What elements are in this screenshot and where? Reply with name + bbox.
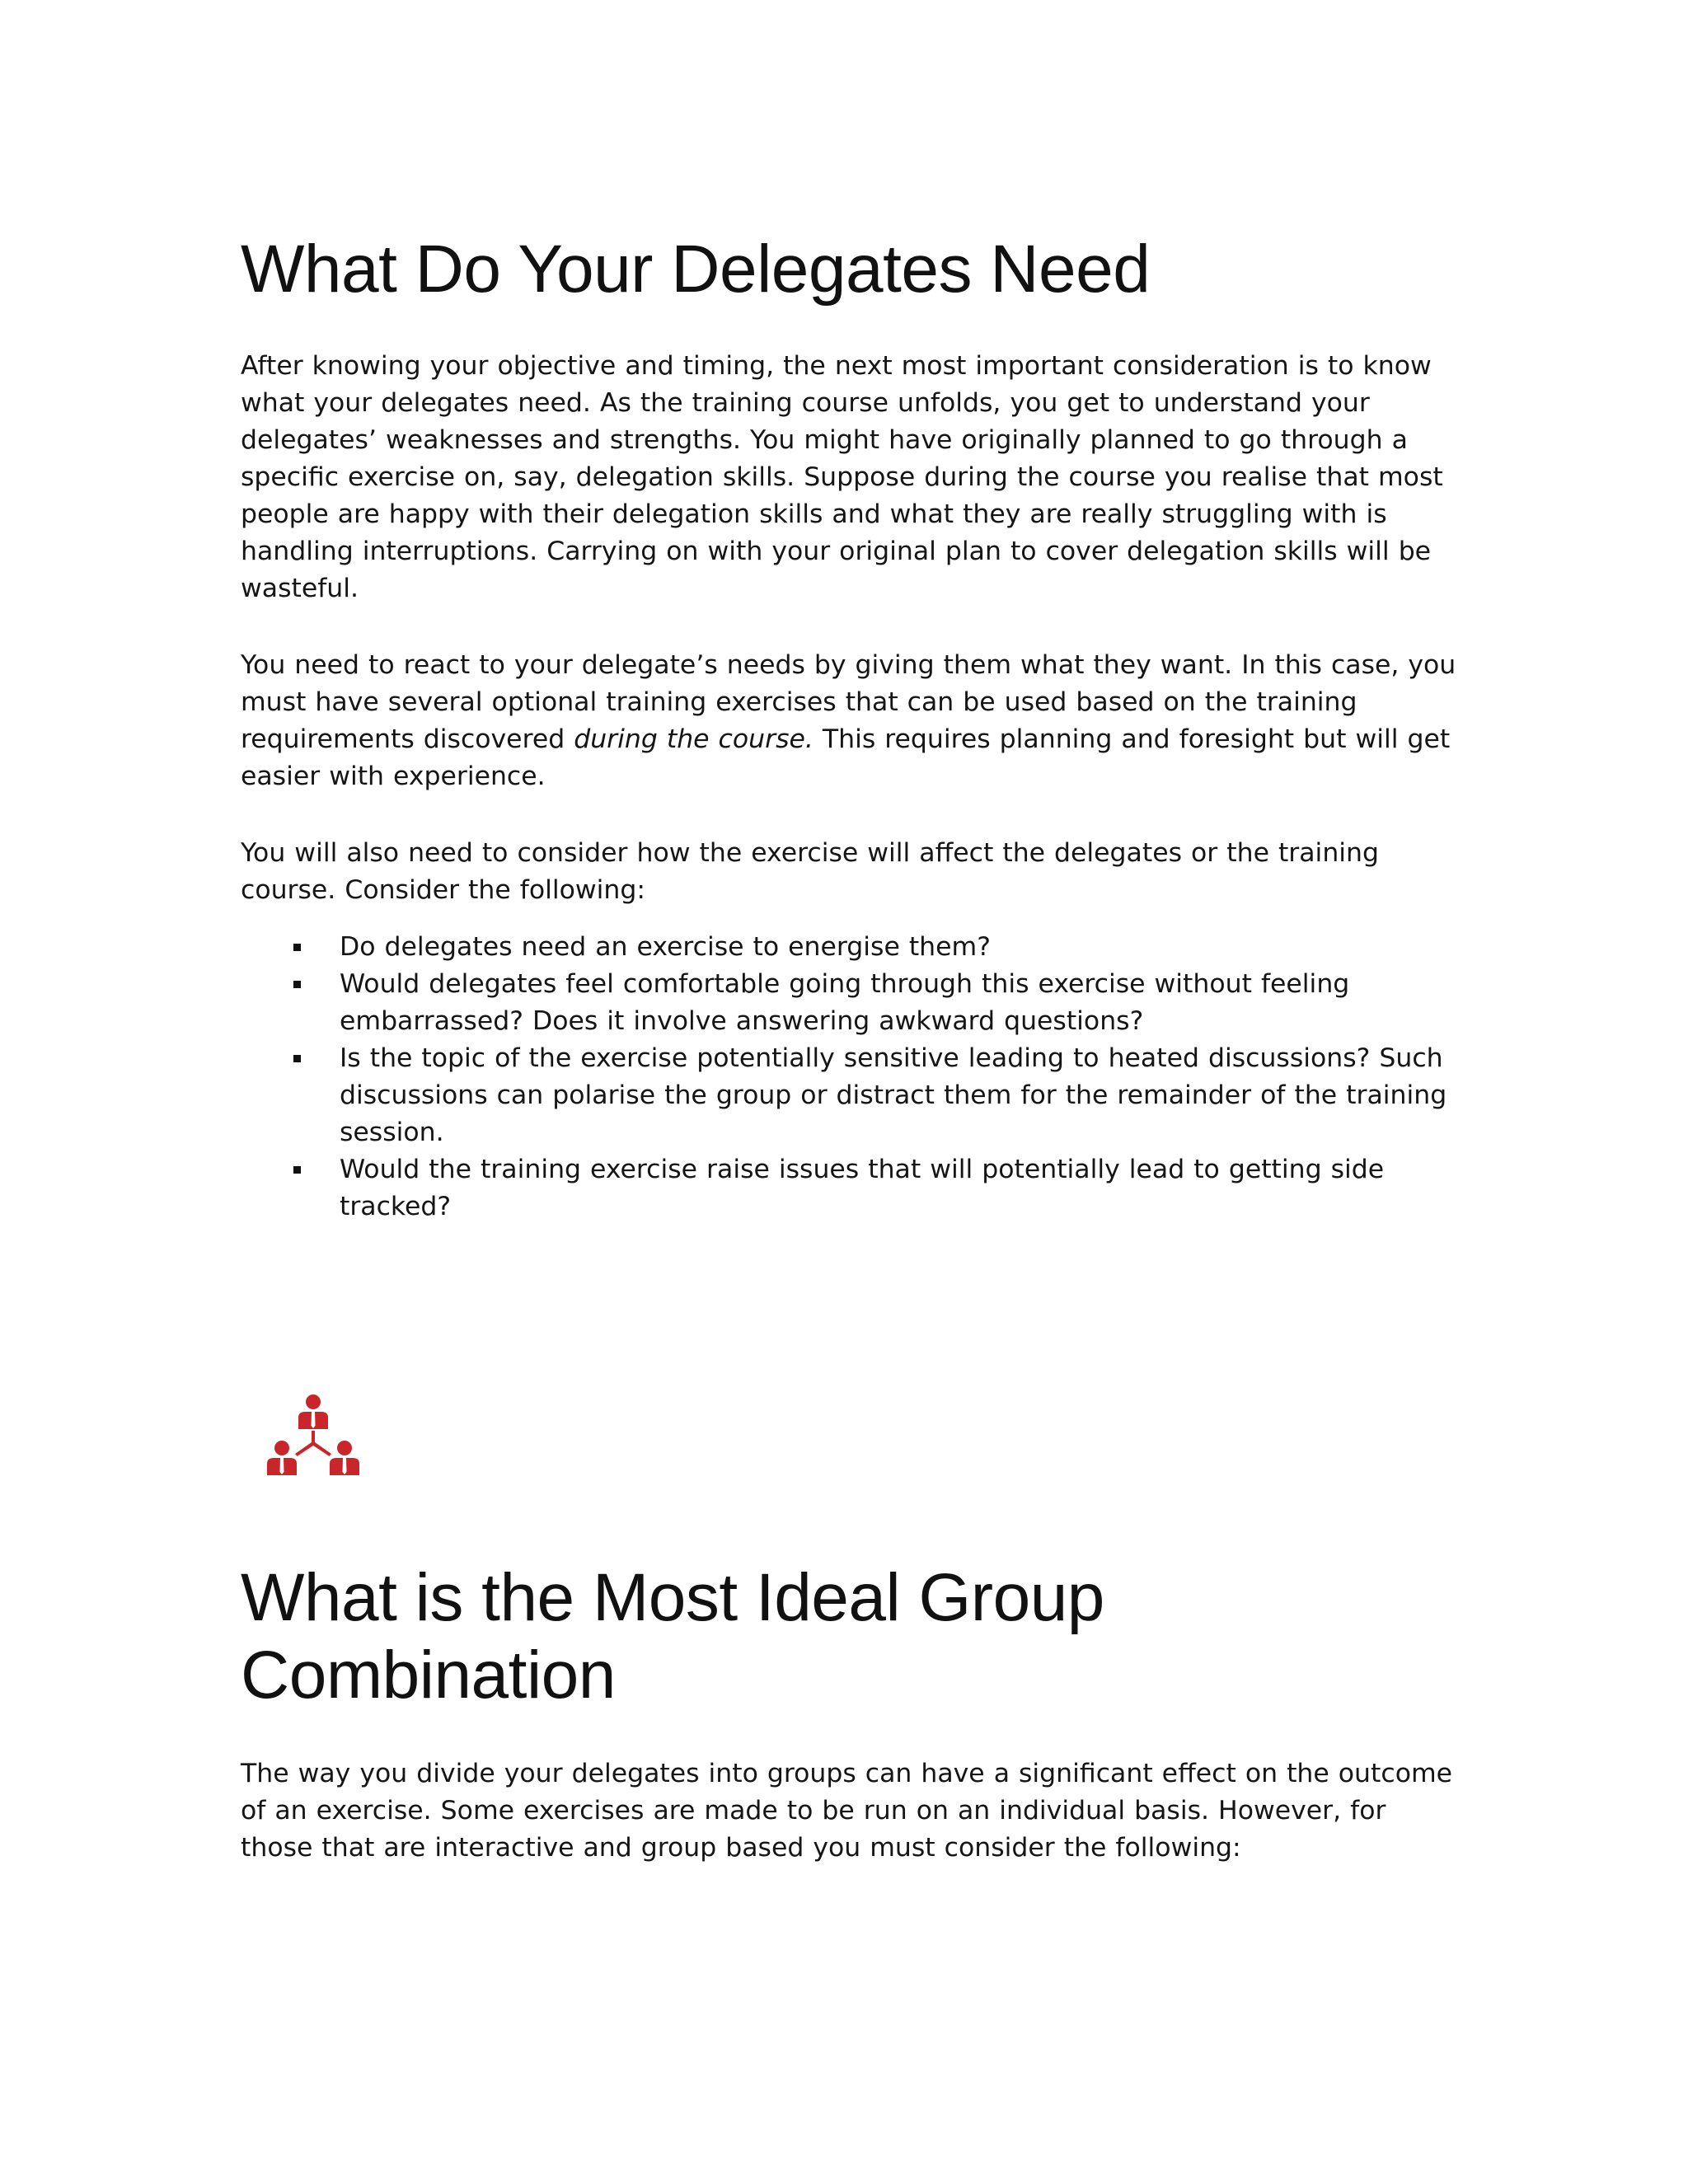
list-item [241,966,1461,1040]
paragraph-delegates-need-1: After knowing your objective and timing, the next most important consideration is to know what your delegates need. As the training course unfolds, you get to understand your delegates’ weaknesses and strengths. You might have originally planned to go through a specific exercise on, say, delegation skills. Suppose during the course you realise that most people are happy with their delegation skills and what they are really struggling with is handling interruptions. Carrying on with your original plan to cover delegation skills will be wasteful. [241,351,1443,603]
square-bullet-icon [293,1055,301,1062]
list-item [241,929,1461,966]
list-item [241,1151,1461,1226]
paragraph-delegates-need-2 [241,647,1461,795]
list-item-text: Would delegates feel comfortable going through this exercise without feeling embarrassed? Does it involve answering awkward questions? [340,969,1350,1036]
section-group-combination [241,1559,1461,1906]
paragraph-delegates-need-3: You will also need to consider how the exercise will affect the delegates or the training course. Consider the following: [241,838,1379,905]
heading-group-combination: What is the Most Ideal Group Combination [241,1560,1104,1713]
list-item-text: Do delegates need an exercise to energise them? [340,932,991,962]
list-item [241,1040,1461,1151]
group-hierarchy-icon [265,1393,361,1483]
paragraph-group-combination-1: The way you divide your delegates into groups can have a significant effect on the outcome of an exercise. Some exercises are made to be run on an individual basis. However, for those that are interactive and group based you must consider the following: [241,1759,1453,1863]
square-bullet-icon [293,981,301,988]
section-delegates-need [241,231,1461,1226]
list-item-text: Is the topic of the exercise potentially sensitive leading to heated discussions? Such discussions can polarise the group or distract them for the remainder of the training session. [340,1043,1447,1147]
paragraph-2-text-after: This requires planning and foresight but will get easier with experience. [241,724,1451,791]
paragraph-2-text-before: You need to react to your delegate’s needs by giving them what they want. In this case, you must have several optional training exercises that can be used based on the training requirements discovered [241,650,1456,754]
square-bullet-icon [293,944,301,951]
square-bullet-icon [293,1166,301,1174]
list-item-text: Would the training exercise raise issues that will potentially lead to getting side tracked? [340,1155,1385,1221]
paragraph-2-italic-text: during the course. [574,724,814,754]
considerations-list [241,929,1461,1226]
heading-delegates-need: What Do Your Delegates Need [241,232,1151,307]
